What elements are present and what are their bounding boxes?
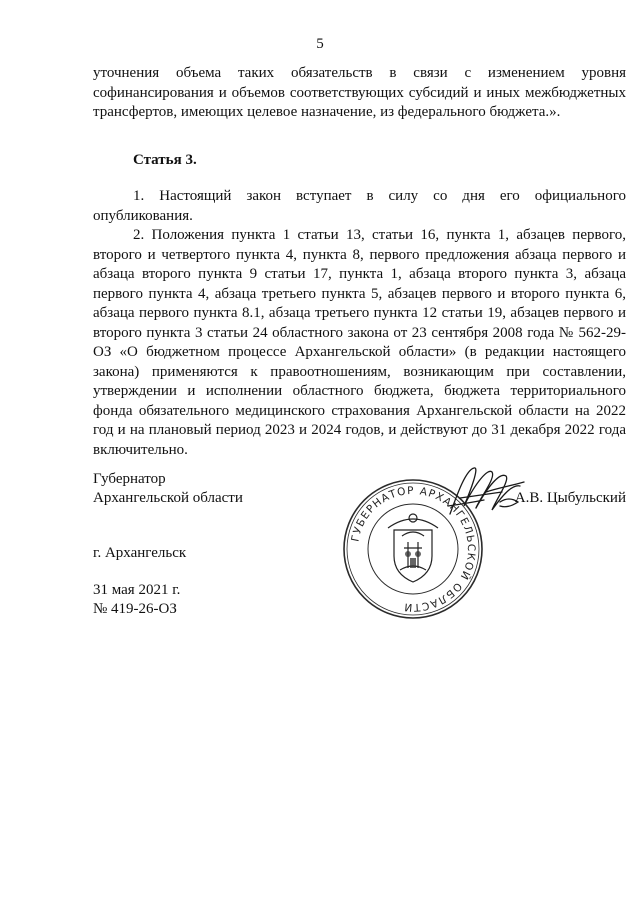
article-heading: Статья 3. <box>133 152 197 168</box>
article-body <box>93 187 626 460</box>
signer-position <box>93 470 243 508</box>
signer-name: А.В. Цыбульский <box>514 490 626 506</box>
signer-position-line-1: Губернатор <box>93 471 166 487</box>
date-block <box>93 581 180 619</box>
signer-position-line-2: Архангельской области <box>93 490 243 506</box>
page-number: 5 <box>316 36 324 52</box>
signing-date: 31 мая 2021 г. <box>93 582 181 598</box>
place-of-signing: г. Архангельск <box>93 545 187 561</box>
article-paragraph-2: 2. Положения пункта 1 статьи 13, статьи 16, пункта 1, абзацев первого, второго и четвертого пункта 4, пункта 8, первого предложения абзаца первого и абзаца второго пункта 9 статьи 17, пункта 1, абзаца второго пункта 3, абзаца первого пункта 4, абзаца третьего пункта 5, абзацев первого и второго пункта 6, абзаца первого пункта 8.1, абзаца третьего пункта 12 статьи 19, абзацев первого и второго пункта 3 статьи 24 областного закона от 23 сентября 2008 года № 562-29-ОЗ «О бюджетном процессе Архангельской области» (в редакции настоящего закона) применяются к правоотношениям, возникающим при составлении, утверждении и исполнении областного бюджета, бюджета территориального фонда обязательного медицинского страхования Архангельской области на 2022 год и на плановый период 2023 и 2024 годов, и действуют до 31 декабря 2022 года включительно. <box>93 227 626 458</box>
law-number: № 419-26-ОЗ <box>93 601 177 617</box>
seal-text: ГУБЕРНАТОР АРХАНГЕЛЬСКОЙ ОБЛАСТИ <box>349 484 478 614</box>
continuation-text: уточнения объема таких обязательств в связи с изменением уровня софинансирования и объемов соответствующих субсидий и иных межбюджетных трансфертов, имеющих целевое назначение, из федерального бюджета.». <box>93 65 626 120</box>
article-paragraph-1: 1. Настоящий закон вступает в силу со дня его официального опубликования. <box>93 188 626 224</box>
previous-article-continuation <box>93 64 626 123</box>
